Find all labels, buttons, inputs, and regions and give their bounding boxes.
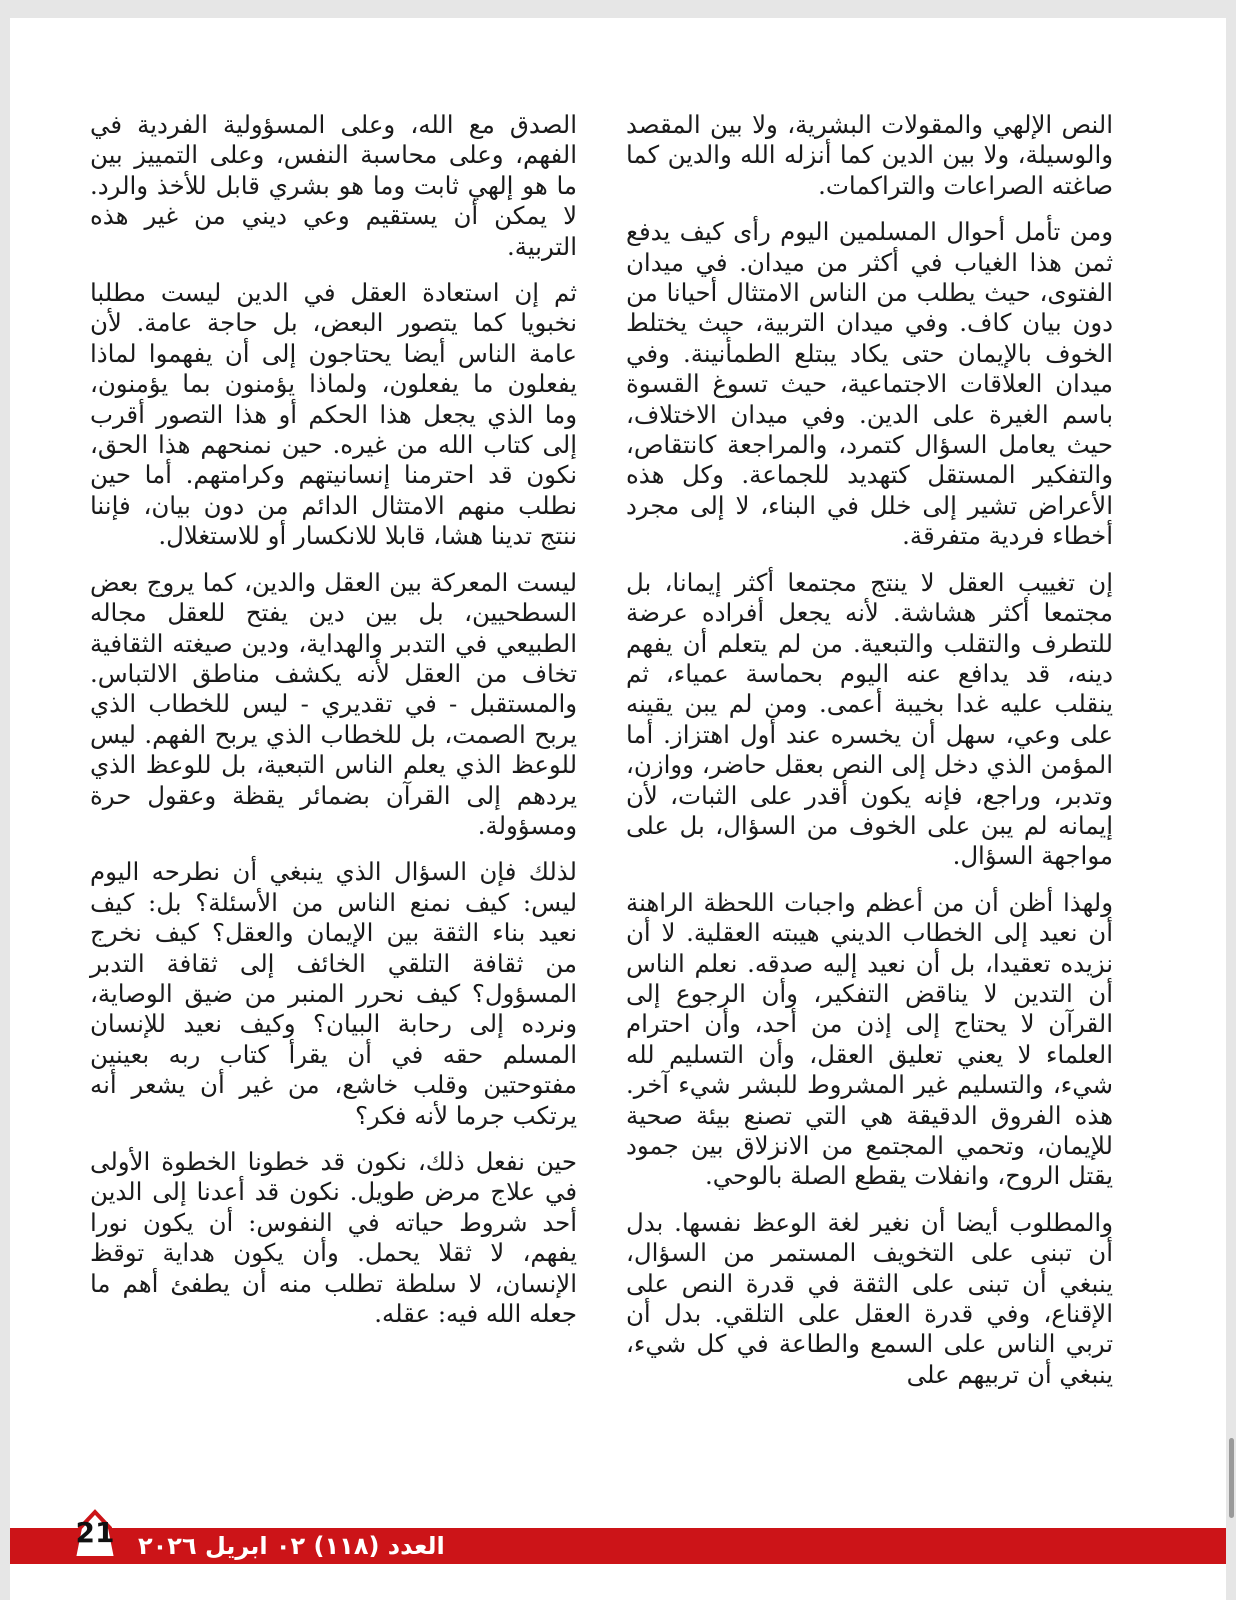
magazine-page bbox=[10, 18, 1226, 1600]
article-column-right bbox=[626, 110, 1113, 1406]
paragraph: حين نفعل ذلك، نكون قد خطونا الخطوة الأولى في علاج مرض طويل. نكون قد أعدنا إلى الدين أحد شروط حياته في النفوس: أن يكون نورا يفهم، لا ثقلا يحمل. وأن يكون هداية توقظ الإنسان، لا سلطة تطلب منه أن يطفئ أهم ما جعله الله فيه: عقله. bbox=[90, 1147, 577, 1329]
paragraph: إن تغييب العقل لا ينتج مجتمعا أكثر إيمانا، بل مجتمعا أكثر هشاشة. لأنه يجعل أفراده عرضة للتطرف والتقلب والتبعية. من لم يتعلم أن يفهم دينه، قد يدافع عنه اليوم بحماسة عمياء، ثم ينقلب عليه غدا بخيبة أعمى. ومن لم يبن يقينه على وعي، سهل أن يخسره عند أول اهتزاز. أما المؤمن الذي دخل إلى النص بعقل حاضر، ووازن، وتدبر، وراجع، فإنه يكون أقدر على الثبات، لأن إيمانه لم يبن على الخوف من السؤال، بل على مواجهة السؤال. bbox=[626, 567, 1113, 871]
paragraph: ومن تأمل أحوال المسلمين اليوم رأى كيف يدفع ثمن هذا الغياب في أكثر من ميدان. في ميدان الفتوى، حيث يطلب من الناس الامتثال أحيانا من دون بيان كاف. وفي ميدان التربية، حيث يختلط الخوف بالإيمان حتى يكاد يبتلع الطمأنينة. وفي ميدان العلاقات الاجتماعية، حيث تسوغ القسوة باسم الغيرة على الدين. وفي ميدان الاختلاف، حيث يعامل السؤال كتمرد، والمراجعة كانتقاص، والتفكير المستقل كتهديد للجماعة. وكل هذه الأعراض تشير إلى خلل في البناء، لا إلى مجرد أخطاء فردية متفرقة. bbox=[626, 217, 1113, 551]
paragraph: ثم إن استعادة العقل في الدين ليست مطلبا نخبويا كما يتصور البعض، بل حاجة عامة. لأن عامة الناس أيضا يحتاجون إلى أن يفهموا لماذا يفعلون ما يفعلون، ولماذا يؤمنون بما يؤمنون، وما الذي يجعل هذا الحكم أو هذا التصور أقرب إلى كتاب الله من غيره. حين نمنحهم هذا الحق، نكون قد احترمنا إنسانيتهم وكرامتهم. أما حين نطلب منهم الامتثال الدائم من دون بيان، فإننا ننتج تدينا هشا، قابلا للانكسار أو للاستغلال. bbox=[90, 278, 577, 551]
page-number: 21 bbox=[75, 1516, 115, 1549]
paragraph: ولهذا أظن أن من أعظم واجبات اللحظة الراهنة أن نعيد إلى الخطاب الديني هيبته العقلية. لا أن نزيده تعقيدا، بل أن نعيد إليه صدقه. نعلم الناس أن التدين لا يناقض التفكير، وأن الرجوع إلى القرآن لا يحتاج إلى إذن من أحد، وأن احترام العلماء لا يعني تعليق العقل، وأن التسليم لله شيء، والتسليم غير المشروط للبشر شيء آخر. هذه الفروق الدقيقة هي التي تصنع بيئة صحية للإيمان، وتحمي المجتمع من الانزلاق بين جمود يقتل الروح، وانفلات يقطع الصلة بالوحي. bbox=[626, 887, 1113, 1191]
issue-info: العدد (١١٨) ٠٢ ابريل ٢٠٢٦ bbox=[138, 1532, 445, 1560]
article-column-left bbox=[90, 110, 577, 1345]
page-number-badge bbox=[66, 1508, 124, 1560]
paragraph: ليست المعركة بين العقل والدين، كما يروج بعض السطحيين، بل بين دين يفتح للعقل مجاله الطبيعي في التدبر والهداية، ودين صيغته الثقافية تخاف من العقل لأنه يكشف مناطق الالتباس. والمستقبل - في تقديري - ليس للخطاب الذي يربح الصمت، بل للخطاب الذي يربح الفهم. ليس للوعظ الذي يعلم الناس التبعية، بل للوعظ الذي يردهم إلى القرآن بضمائر يقظة وعقول حرة ومسؤولة. bbox=[90, 567, 577, 840]
paragraph: لذلك فإن السؤال الذي ينبغي أن نطرحه اليوم ليس: كيف نمنع الناس من الأسئلة؟ بل: كيف نعيد بناء الثقة بين الإيمان والعقل؟ كيف نخرج من ثقافة التلقي الخائف إلى ثقافة التدبر المسؤول؟ كيف نحرر المنبر من ضيق الوصاية، ونرده إلى رحابة البيان؟ وكيف نعيد للإنسان المسلم حقه في أن يقرأ كتاب ربه بعينين مفتوحتين وقلب خاشع، من غير أن يشعر أنه يرتكب جرما لأنه فكر؟ bbox=[90, 857, 577, 1130]
paragraph: النص الإلهي والمقولات البشرية، ولا بين المقصد والوسيلة، ولا بين الدين كما أنزله الله والدين كما صاغته الصراعات والتراكمات. bbox=[626, 110, 1113, 200]
paragraph: الصدق مع الله، وعلى المسؤولية الفردية في الفهم، وعلى محاسبة النفس، وعلى التمييز بين ما هو إلهي ثابت وما هو بشري قابل للأخذ والرد. لا يمكن أن يستقيم وعي ديني من غير هذه التربية. bbox=[90, 110, 577, 261]
scrollbar-thumb[interactable] bbox=[1229, 1438, 1234, 1518]
paragraph: والمطلوب أيضا أن نغير لغة الوعظ نفسها. بدل أن تبنى على التخويف المستمر من السؤال، ينبغي أن تبنى على الثقة في قدرة النص على الإقناع، وفي قدرة العقل على التلقي. بدل أن تربي الناس على السمع والطاعة في كل شيء، ينبغي أن تربيهم على bbox=[626, 1207, 1113, 1389]
